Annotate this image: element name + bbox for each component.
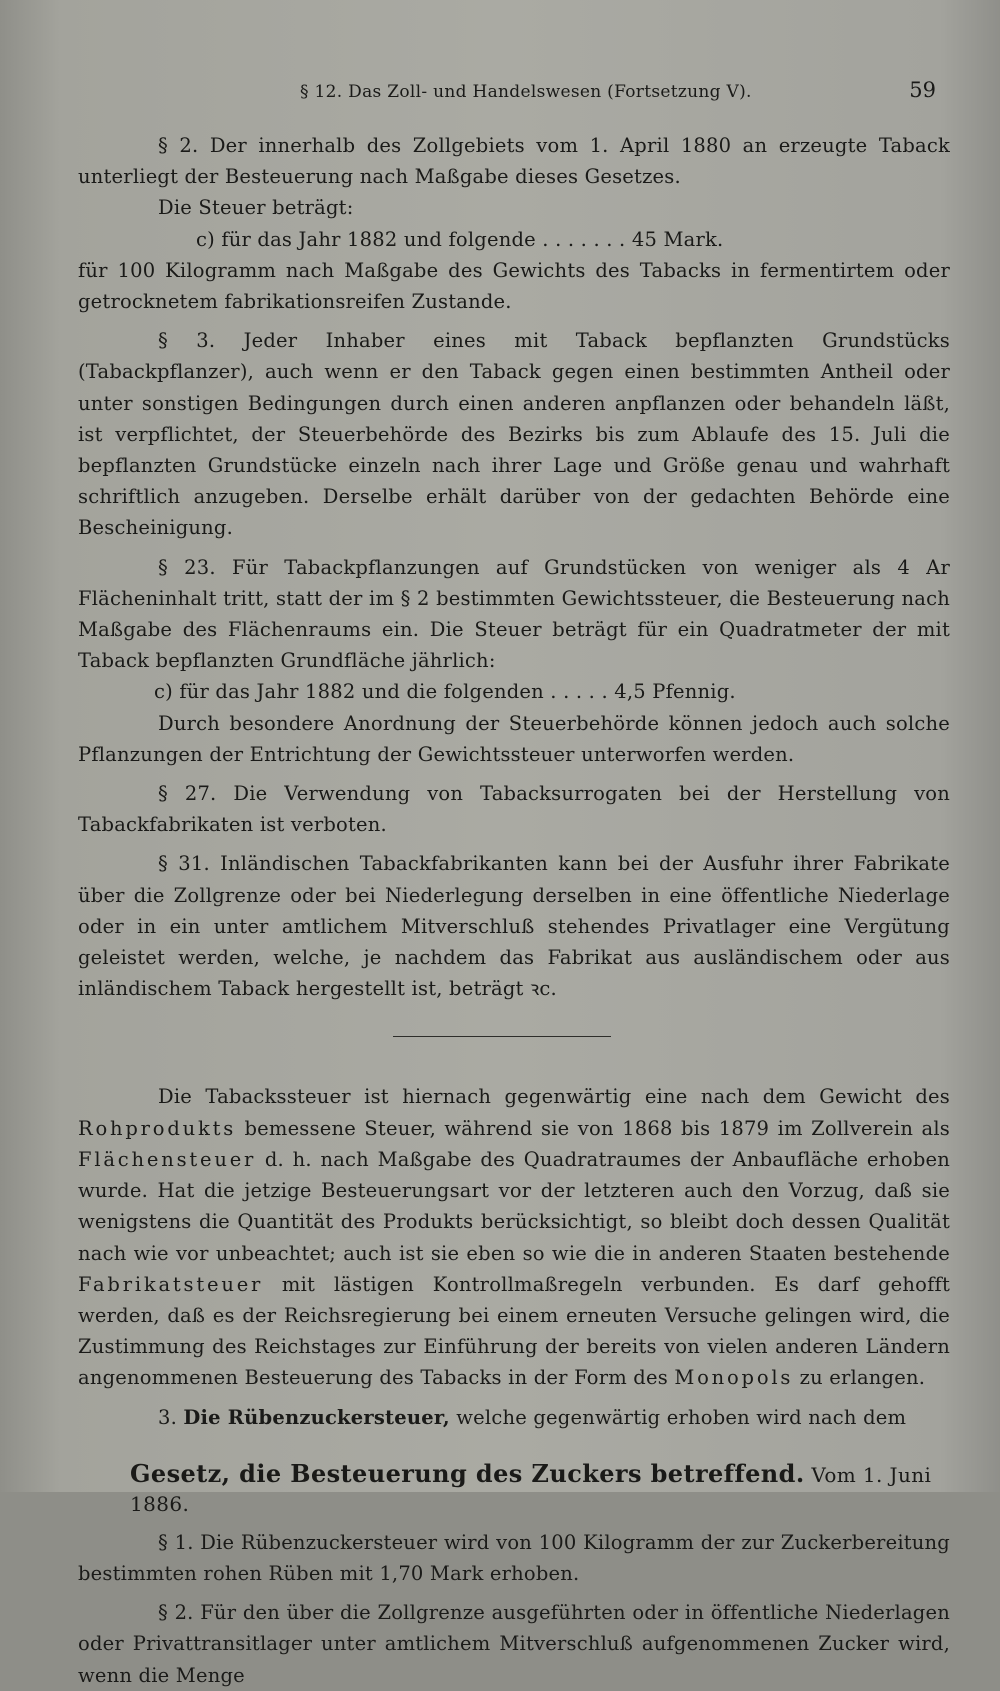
section-2-continuation: für 100 Kilogramm nach Maßgabe des Gewichts des Tabacks in fermentirtem oder getrocknetem fabrikationsreifen Zustande. — [78, 258, 950, 314]
sugar-section-2: § 2. Für den über die Zollgrenze ausgeführten oder in öffentliche Niederlagen oder Privattransitlager unter amtlichem Mitverschluß aufgenommenen Zucker wird, wenn die Menge — [78, 1601, 950, 1687]
separator-rule — [393, 1036, 611, 1037]
commentary-term: Fabrikatsteuer — [78, 1272, 264, 1296]
spacer — [78, 770, 950, 778]
page-number: 59 — [909, 78, 936, 102]
section-2-paragraph: § 2. Der innerhalb des Zollgebiets vom 1. April 1880 an erzeugte Taback unterliegt der Besteuerung nach Maßgabe dieses Gesetzes. — [78, 134, 950, 189]
sugar-tax-intro — [78, 1402, 950, 1433]
section-31-paragraph: § 31. Inländischen Tabackfabrikanten kann bei der Ausfuhr ihrer Fabrikate über die Zollgrenze oder bei Niederlegung derselben in eine öffentliche Niederlage oder in ein unter amtlichem Mitverschluß stehendes Privatlager eine Vergütung geleistet werden, welche, je nachdem das Fabrikat aus ausländischem oder aus inländischem Taback hergestellt ist, beträgt ꝛc. — [78, 852, 950, 1001]
page-body — [78, 130, 950, 1691]
spacer — [78, 544, 950, 552]
section-2-tax-line: Die Steuer beträgt: — [158, 196, 354, 220]
spacer — [78, 1394, 950, 1402]
sugar-law-date: Vom 1. Juni 1886. — [130, 1462, 932, 1516]
section-27-paragraph: § 27. Die Verwendung von Tabacksurrogaten bei der Herstellung von Tabackfabrikaten ist verboten. — [78, 782, 950, 837]
section-3-paragraph: § 3. Jeder Inhaber eines mit Taback bepflanzten Grundstücks (Tabackpflanzer), auch wenn er den Taback gegen einen bestimmten Antheil oder unter sonstigen Bedingungen durch einen anderen anpflanzen oder behandeln läßt, ist verpflichtet, der Steuerbehörde des Bezirks bis zum Ablaufe des 15. Juli die bepflanzten Grundstücke einzeln nach ihrer Lage und Größe genau und wahrhaft schriftlich anzugeben. Derselbe erhält darüber von der gedachten Behörde eine Bescheinigung. — [78, 329, 950, 540]
sugar-section-1: § 1. Die Rübenzuckersteuer wird von 100 Kilogramm der zur Zuckerbereitung bestimmten rohen Rüben mit 1,70 Mark erhoben. — [78, 1530, 950, 1585]
spacer — [78, 317, 950, 325]
commentary-text: mit lästigen Kontrollmaßregeln verbunden. Es darf gehofft werden, daß es der Reichsregierung bei einem erneuten Versuche gelingen wird, die Zustimmung des Reichstages zur Einführung der bereits von vielen anderen Ländern angenommenen Besteuerung des Tabacks in der Form des — [78, 1272, 950, 1390]
sugar-law-heading — [130, 1459, 950, 1517]
spacer — [78, 1589, 950, 1597]
section-23-rate-line: c) für das Jahr 1882 und die folgenden . . . . . 4,5 Pfennig. — [154, 680, 736, 704]
commentary-term: Flächensteuer — [78, 1147, 257, 1171]
commentary-text: zu erlangen. — [793, 1366, 926, 1390]
sugar-intro-title: Die Rübenzuckersteuer, — [183, 1405, 450, 1429]
running-head: § 12. Das Zoll- und Handelswesen (Fortsetzung V). — [300, 82, 752, 102]
commentary-text: Die Tabackssteuer ist hiernach gegenwärtig eine nach dem Gewicht des — [158, 1085, 950, 1109]
section-2-rate-line: c) für das Jahr 1882 und folgende . . . . . . . 45 Mark. — [196, 227, 724, 251]
section-23-continuation: Durch besondere Anordnung der Steuerbehörde können jedoch auch solche Pflanzungen der Entrichtung der Gewichtssteuer unterworfen werden. — [78, 711, 950, 766]
page-header — [0, 78, 1000, 112]
commentary-term: Monopols — [674, 1366, 794, 1390]
spacer — [78, 840, 950, 848]
commentary-paragraph — [78, 1081, 950, 1393]
sugar-intro-number: 3. — [158, 1405, 178, 1429]
commentary-text: d. h. nach Maßgabe des Quadratraumes der Anbaufläche erhoben wurde. Hat die jetzige Besteuerungsart vor der letzteren auch den Vorzug, daß sie wenigstens die Quantität des Produkts berücksichtigt, so bleibt doch dessen Qualität nach wie vor unbeachtet; auch ist sie eben so wie die in anderen Staaten bestehende — [78, 1147, 950, 1265]
commentary-text: bemessene Steuer, während sie von 1868 bis 1879 im Zollverein als — [236, 1116, 950, 1140]
commentary-term: Rohprodukts — [78, 1116, 237, 1140]
sugar-intro-text: welche gegenwärtig erhoben wird nach dem — [449, 1405, 907, 1429]
section-23-paragraph: § 23. Für Tabackpflanzungen auf Grundstücken von weniger als 4 Ar Flächeninhalt tritt, statt der im § 2 bestimmten Gewichtssteuer, die Besteuerung nach Maßgabe des Flächenraums ein. Die Steuer beträgt für ein Quadratmeter der mit Taback bepflanzten Grundfläche jährlich: — [78, 555, 950, 673]
sugar-law-title: Gesetz, die Besteuerung des Zuckers betreffend. — [130, 1458, 805, 1488]
